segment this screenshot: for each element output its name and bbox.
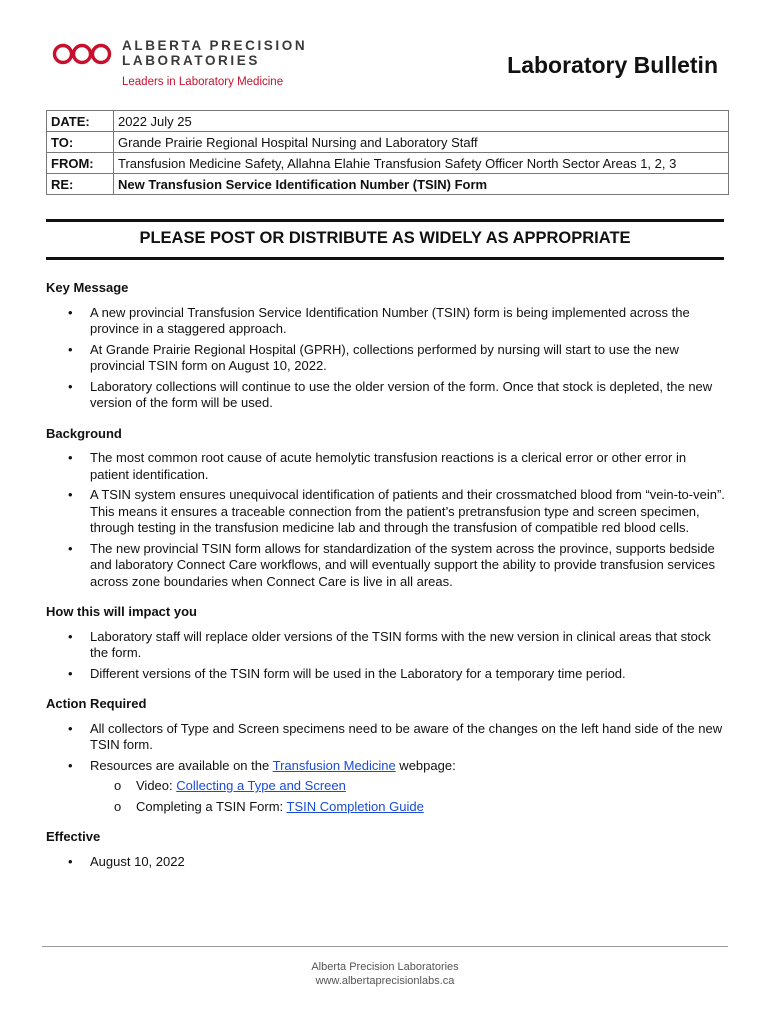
memo-key: DATE: xyxy=(47,111,114,132)
sublist-item xyxy=(90,778,726,795)
apl-rings-icon xyxy=(52,42,112,66)
org-tagline: Leaders in Laboratory Medicine xyxy=(122,76,284,88)
banner-bottom-rule xyxy=(46,257,724,260)
memo-row-from xyxy=(47,153,729,174)
video-label: Video: xyxy=(136,778,177,793)
list-item: • A new provincial Transfusion Service Identification Number (TSIN) form is being implemented across the province in a staggered approach. xyxy=(46,305,726,338)
list-item: • Laboratory staff will replace older versions of the TSIN forms with the new version in clinical areas that stock the form. xyxy=(46,629,726,662)
resources-sublist xyxy=(90,778,726,815)
section-heading-effective: Effective xyxy=(46,829,101,844)
list-item: • The most common root cause of acute hemolytic transfusion reactions is a clerical error or other error in patient identification. xyxy=(46,450,726,483)
memo-value: 2022 July 25 xyxy=(114,111,729,132)
memo-value: Grande Prairie Regional Hospital Nursing and Laboratory Staff xyxy=(114,132,729,153)
memo-key: RE: xyxy=(47,174,114,195)
memo-value: New Transfusion Service Identification Number (TSIN) Form xyxy=(114,174,729,195)
bulletin-body xyxy=(46,280,726,884)
footer xyxy=(0,960,770,988)
tsin-form-label: Completing a TSIN Form: xyxy=(136,798,287,814)
memo-key: TO: xyxy=(47,132,114,153)
impact-list xyxy=(46,629,726,683)
resources-text: Resources are available on the xyxy=(90,757,273,773)
footer-org: Alberta Precision Laboratories xyxy=(311,961,459,973)
apl-logo xyxy=(52,36,312,92)
banner-top-rule xyxy=(46,219,724,222)
tsin-completion-guide-link[interactable]: TSIN Completion Guide xyxy=(286,798,424,814)
memo-value: Transfusion Medicine Safety, Allahna Elahie Transfusion Safety Officer North Sector Areas 1, 2, 3 xyxy=(114,153,729,174)
list-item: • Different versions of the TSIN form will be used in the Laboratory for a temporary time period. xyxy=(46,666,726,683)
transfusion-medicine-link[interactable]: Transfusion Medicine xyxy=(272,757,396,773)
effective-list xyxy=(46,854,726,871)
collecting-type-screen-link[interactable]: Collecting a Type and Screen xyxy=(176,778,346,793)
memo-row-re xyxy=(47,174,729,195)
list-item: • All collectors of Type and Screen specimens need to be aware of the changes on the left hand side of the new TSIN form. xyxy=(46,721,726,754)
sublist-item xyxy=(90,799,726,816)
list-item xyxy=(46,758,726,816)
list-item: • The new provincial TSIN form allows for standardization of the system across the province, supports bedside and laboratory Connect Care workflows, and will eventually support the ability to provide transfusion services across zone boundaries when Connect Care is live in all areas. xyxy=(46,541,726,591)
list-item: • A TSIN system ensures unequivocal identification of patients and their crossmatched blood from “vein-to-vein”. This means it ensures a traceable connection from the patient’s pretransfusion type and screen specimen, through testing in the transfusion medicine lab and through the transfusion of compatible red blood cells. xyxy=(46,487,726,537)
memo-row-date xyxy=(47,111,729,132)
section-heading-impact: How this will impact you xyxy=(46,604,197,619)
footer-url: www.albertaprecisionlabs.ca xyxy=(315,975,455,987)
action-list xyxy=(46,721,726,816)
list-item: • Laboratory collections will continue to use the older version of the form. Once that stock is depleted, the new version of the form will be used. xyxy=(46,379,726,412)
memo-key: FROM: xyxy=(47,153,114,174)
section-heading-background: Background xyxy=(46,425,122,441)
list-item: • At Grande Prairie Regional Hospital (GPRH), collections performed by nursing will start to use the new provincial TSIN form on August 10, 2022. xyxy=(46,342,726,375)
background-list xyxy=(46,450,726,590)
section-heading-action: Action Required xyxy=(46,696,147,711)
list-item: • August 10, 2022 xyxy=(46,854,726,871)
memo-row-to xyxy=(47,132,729,153)
footer-divider xyxy=(42,946,728,947)
page-title: Laboratory Bulletin xyxy=(507,52,718,78)
org-name: ALBERTA PRECISION LABORATORIES xyxy=(122,38,308,68)
key-message-list xyxy=(46,305,726,412)
post-banner: PLEASE POST OR DISTRIBUTE AS WIDELY AS APPROPRIATE xyxy=(139,229,631,247)
section-heading-key-message: Key Message xyxy=(46,280,129,295)
memo-table xyxy=(46,110,729,195)
resources-text-end: webpage: xyxy=(395,757,456,773)
